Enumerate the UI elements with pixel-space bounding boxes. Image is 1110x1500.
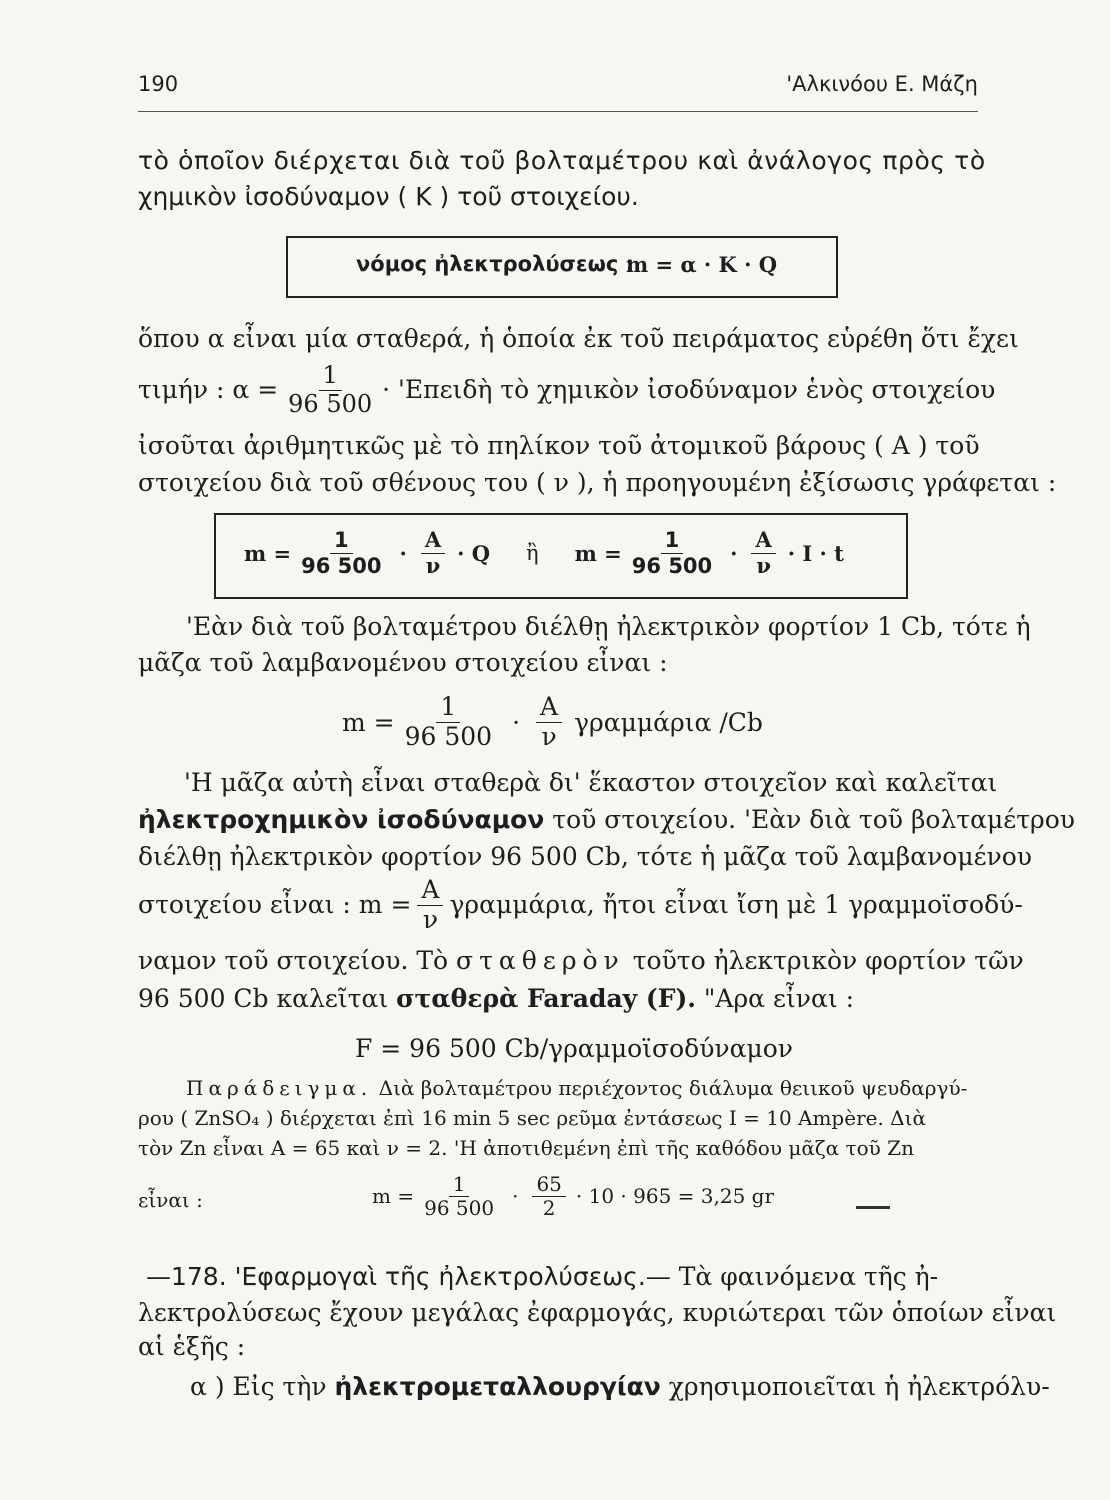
example-eq-frac-2-den: 2 <box>542 1195 556 1220</box>
item-a-prefix: α ) Εἰς τὴν <box>190 1372 335 1401</box>
formula-m2: m = <box>574 540 622 566</box>
para3-line-5-spaced: σταθερὸν <box>456 946 625 975</box>
formula-row <box>244 520 844 586</box>
example-eq-frac-1 <box>420 1173 498 1220</box>
para2-equation <box>342 682 763 762</box>
law-label: νόμος ἠλεκτρολύσεως : <box>356 252 635 276</box>
section-line-1-rest: — Τὰ φαινόμενα τῆς ἠ- <box>645 1262 939 1291</box>
para3-line-4-prefix: στοιχείου εἶναι : m = <box>138 890 412 919</box>
faraday-constant-term: σταθερὰ Faraday (F). <box>396 984 696 1013</box>
example-eq-rest: · 10 · 965 = 3,25 gr <box>575 1184 775 1208</box>
section-number: —178. <box>146 1262 227 1291</box>
para2-eq-frac-2-num: A <box>536 693 562 723</box>
para3-line-1: 'Η μᾶζα αὐτὴ εἶναι σταθερὰ δι' ἕκαστον στοιχεῖον καὶ καλεῖται <box>184 768 998 797</box>
para3-line-5-b: τοῦτο ἠλεκτρικὸν φορτίον τῶν <box>624 946 1024 975</box>
para2-line-2: μᾶζα τοῦ λαμβανομένου στοιχείου εἶναι : <box>138 648 668 677</box>
section-line-3: αἱ ἑξῆς : <box>138 1332 246 1361</box>
para1-prefix: τιμήν : α = <box>138 375 279 405</box>
end-of-example-mark <box>856 1206 890 1209</box>
formula-tail-2: · I · t <box>787 540 844 566</box>
intro-line-2: χημικὸν ἰσοδύναμον ( Κ ) τοῦ στοιχείου. <box>138 182 639 211</box>
para1-line-1: ὅπου α εἶναι μία σταθερά, ἡ ὁποία ἐκ τοῦ πειράματος εὑρέθη ὅτι ἔχει <box>138 324 1019 353</box>
para1-line-3: ἰσοῦται ἀριθμητικῶς μὲ τὸ πηλίκον τοῦ ἀτομικοῦ βάρους ( Α ) τοῦ <box>138 431 980 460</box>
para2-eq-frac-2-den: ν <box>541 721 557 751</box>
example-line-2: ρου ( ZnSO₄ ) διέρχεται ἐπὶ 16 min 5 sec ρεῦμα ἐντάσεως I = 10 Ampère. Διὰ <box>138 1106 926 1130</box>
para2-eq-unit: γραμμάρια /Cb <box>574 707 763 737</box>
para3-line-2 <box>138 803 1075 837</box>
page-number: 190 <box>138 72 179 96</box>
law-formula: m = α · K · Q <box>626 252 778 277</box>
formula-frac-1 <box>297 528 385 577</box>
formula-frac-3-den: 96 500 <box>631 553 713 578</box>
para3-line-6 <box>138 982 854 1016</box>
para2-eq-frac-1-num: 1 <box>436 693 460 723</box>
para2-eq-frac-1 <box>401 693 496 752</box>
para2-eq-frac-1-den: 96 500 <box>404 721 493 751</box>
item-a-rest: χρησιμοποιεῖται ἡ ἠλεκτρόλυ- <box>660 1372 1050 1401</box>
section-title: 'Εφαρμογαὶ τῆς ἠλεκτρολύσεως. <box>234 1262 646 1291</box>
example-eq-frac-2 <box>532 1173 565 1220</box>
para3-line-5-a: ναμον τοῦ στοιχείου. Τὸ <box>138 946 457 975</box>
section-line-2: λεκτρολύσεως ἔχουν μεγάλας ἐφαρμογάς, κυριώτεραι τῶν ὁποίων εἶναι <box>138 1298 1057 1327</box>
formula-tail-1: · Q <box>457 540 491 566</box>
formula-frac-4 <box>751 528 775 577</box>
electrometallurgy-term: ἠλεκτρομεταλλουργίαν <box>334 1372 661 1401</box>
example-eq-frac-2-num: 65 <box>532 1173 565 1197</box>
para3-line-2-rest: τοῦ στοιχείου. 'Εὰν διὰ τοῦ βολταμέτρου <box>544 805 1075 834</box>
para3-line-6-b: "Αρα εἶναι : <box>695 984 855 1013</box>
para3-line-4 <box>138 872 1023 938</box>
example-equation <box>372 1164 774 1228</box>
formula-or: ἢ <box>526 541 539 565</box>
example-eq-frac-1-num: 1 <box>449 1173 470 1197</box>
para1-line-2 <box>138 362 995 418</box>
formula-frac-3-num: 1 <box>661 528 684 553</box>
section-item-a <box>190 1370 1050 1404</box>
formula-frac-1-den: 96 500 <box>301 553 382 578</box>
alpha-denominator: 96 500 <box>288 389 373 418</box>
formula-frac-2-num: A <box>421 528 445 553</box>
intro-line-1: τὸ ὁποῖον διέρχεται διὰ τοῦ βολταμέτρου καὶ ἀνάλογος πρὸς τὸ <box>138 146 986 175</box>
example-label: Παράδειγμα. <box>186 1076 373 1100</box>
para2-eq-dot: · <box>512 707 521 737</box>
formula-frac-4-den: ν <box>756 552 771 578</box>
para3-line-3: διέλθῃ ἠλεκτρικὸν φορτίον 96 500 Cb, τότε ἡ μᾶζα τοῦ λαμβανομένου <box>138 842 1032 871</box>
formula-frac-2 <box>421 528 445 577</box>
header-rule <box>138 111 978 112</box>
formula-frac-4-num: A <box>751 528 775 553</box>
example-line-1-rest: Διὰ βολταμέτρου περιέχοντος διάλυμα θειικοῦ ψευδαργύ- <box>372 1076 968 1100</box>
example-line-3: τὸν Zn εἶναι A = 65 καὶ ν = 2. 'Η ἀποτιθεμένη ἐπὶ τῆς καθόδου μᾶζα τοῦ Zn <box>138 1136 914 1160</box>
alpha-fraction <box>284 362 376 418</box>
formula-dot-2: · <box>730 540 738 566</box>
para2-line-1: 'Εὰν διὰ τοῦ βολταμέτρου διέλθῃ ἠλεκτρικὸν φορτίον 1 Cb, τότε ἡ <box>186 612 1031 641</box>
section-heading-line <box>146 1262 938 1291</box>
faraday-equation: F = 96 500 Cb/γραμμοϊσοδύναμον <box>355 1034 793 1063</box>
formula-frac-2-den: ν <box>425 552 441 578</box>
example-eq-dot: · <box>512 1184 519 1208</box>
running-title: 'Αλκινόου Ε. Μάζη <box>786 72 978 96</box>
formula-m1: m = <box>244 540 292 566</box>
example-line-1 <box>186 1074 967 1102</box>
example-eq-frac-1-den: 96 500 <box>424 1195 495 1220</box>
para3-line-4-frac <box>417 876 443 935</box>
alpha-numerator: 1 <box>319 362 342 391</box>
para3-line-4-suffix: γραμμάρια, ἤτοι εἶναι ἴση μὲ 1 γραμμοϊσοδύ- <box>449 890 1023 919</box>
electrochemical-equivalent-term: ἠλεκτροχημικὸν ἰσοδύναμον <box>138 805 545 834</box>
para3-line-6-a: 96 500 Cb καλεῖται <box>138 984 397 1013</box>
para3-line-4-num: A <box>417 876 443 906</box>
example-line-4-prefix: εἶναι : <box>138 1188 203 1212</box>
formula-dot-1: · <box>399 540 407 566</box>
formula-frac-1-num: 1 <box>330 528 353 553</box>
example-eq-m: m = <box>372 1184 415 1208</box>
para2-eq-frac-2 <box>536 693 562 752</box>
para1-suffix: · 'Επειδὴ τὸ χημικὸν ἰσοδύναμον ἑνὸς στοιχείου <box>382 375 996 405</box>
para3-line-5 <box>138 944 1024 978</box>
formula-frac-3 <box>628 528 716 577</box>
para2-eq-m: m = <box>342 707 395 737</box>
para1-line-4: στοιχείου διὰ τοῦ σθένους του ( ν ), ἡ προηγουμένη ἐξίσωσις γράφεται : <box>138 468 1057 497</box>
para3-line-4-den: ν <box>422 904 439 934</box>
